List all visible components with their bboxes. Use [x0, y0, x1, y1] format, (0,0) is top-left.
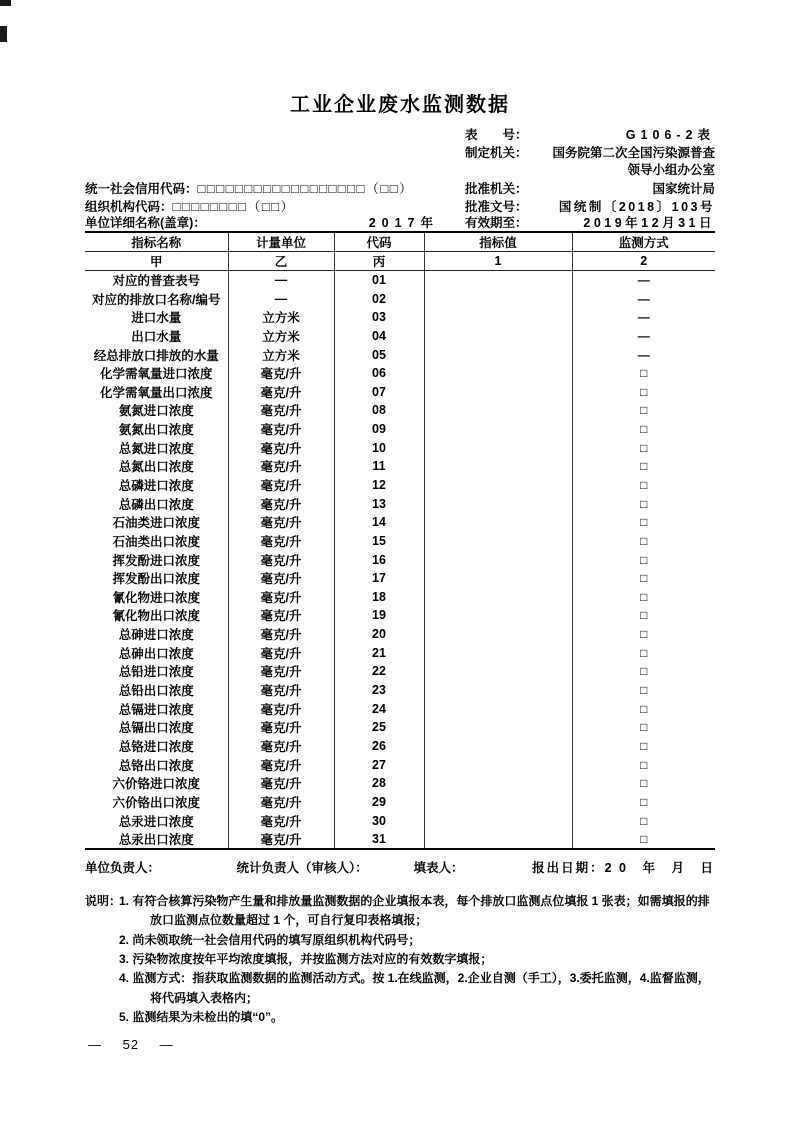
indicator-name: 总汞出口浓度: [118, 832, 194, 847]
monitoring-mode-checkbox: □: [572, 718, 715, 737]
indicator-name: 对应的普查表号: [112, 274, 200, 289]
indicator-value-cell: [424, 550, 572, 569]
table-row: [85, 327, 715, 346]
monitoring-mode-checkbox: □: [572, 513, 715, 532]
indicator-name: 石油类出口浓度: [112, 534, 200, 549]
indicator-name: 经总排放口排放的水量: [93, 348, 219, 363]
indicator-code: 09: [334, 420, 424, 439]
table-row: [85, 532, 715, 551]
indicator-code: 02: [334, 289, 424, 308]
note-line: 1. 有符合核算污染物产生量和排放量监测数据的企业填报本表，每个排放口监测点位填报 1 张表；如需填报的排: [119, 893, 710, 908]
table-row: [85, 718, 715, 737]
scan-artifact: [0, 26, 7, 42]
monitoring-mode-checkbox: □: [572, 457, 715, 476]
indicator-code: 30: [334, 811, 424, 830]
indicator-name: 总铬出口浓度: [118, 758, 194, 773]
doc-no-value: 国统制〔2018〕103号: [558, 199, 715, 214]
indicator-value-cell: [424, 438, 572, 457]
indicator-name: 总磷出口浓度: [118, 497, 194, 512]
form-filler-label: 填表人：: [413, 860, 464, 875]
indicator-value-cell: [424, 289, 572, 308]
indicator-unit: 毫克/升: [228, 401, 334, 420]
monitoring-mode-checkbox: □: [572, 364, 715, 383]
indicator-code: 21: [334, 643, 424, 662]
indicator-unit: 毫克/升: [228, 494, 334, 513]
approver-value: 国家统计局: [652, 182, 715, 197]
indicators-table: [85, 231, 715, 850]
subheader-yi: 乙: [228, 252, 334, 271]
maker-value-line2: 领导小组办公室: [627, 163, 715, 178]
indicator-name: 总铅出口浓度: [118, 684, 194, 699]
indicator-unit: 毫克/升: [228, 737, 334, 756]
indicator-code: 18: [334, 588, 424, 607]
indicator-unit: 毫克/升: [228, 588, 334, 607]
note-line: 3. 污染物浓度按年平均浓度填报，并按监测方法对应的有效数字填报；: [119, 952, 493, 967]
monitoring-mode-checkbox: □: [572, 401, 715, 420]
form-no-label: 表 号：: [465, 128, 528, 142]
indicator-value-cell: [424, 308, 572, 327]
monitoring-mode-checkbox: □: [572, 588, 715, 607]
indicator-unit: —: [228, 271, 334, 290]
indicator-value-cell: [424, 364, 572, 383]
credit-code-boxes: □□□□□□□□□□□□□□□□□□（□□）: [197, 181, 414, 197]
indicator-value-cell: [424, 699, 572, 718]
table-header-row: [85, 232, 715, 252]
indicator-unit: 立方米: [228, 308, 334, 327]
indicator-value-cell: [424, 457, 572, 476]
indicator-value-cell: [424, 271, 572, 290]
indicator-name: 总砷出口浓度: [118, 646, 194, 661]
meta-row-unit-name: [85, 213, 715, 231]
indicator-name: 总汞进口浓度: [118, 814, 194, 829]
indicator-value-cell: [424, 718, 572, 737]
indicator-name: 总氮出口浓度: [118, 460, 194, 475]
monitoring-mode-checkbox: □: [572, 662, 715, 681]
form-no-value: G106-2表: [625, 128, 715, 142]
indicator-unit: 毫克/升: [228, 569, 334, 588]
page-title: 工业企业废水监测数据: [290, 94, 510, 116]
notes-section: [85, 892, 715, 1028]
indicator-code: 25: [334, 718, 424, 737]
indicator-unit: 毫克/升: [228, 811, 334, 830]
table-row: [85, 737, 715, 756]
indicator-code: 13: [334, 494, 424, 513]
monitoring-mode-checkbox: □: [572, 569, 715, 588]
report-date-label: 报出日期：2 0 年 月 日: [532, 860, 716, 875]
indicator-unit: 毫克/升: [228, 420, 334, 439]
indicator-code: 14: [334, 513, 424, 532]
indicator-value-cell: [424, 830, 572, 849]
monitoring-mode-checkbox: —: [572, 271, 715, 290]
table-row: [85, 774, 715, 793]
maker-value-line1: 国务院第二次全国污染源普查: [552, 145, 715, 160]
indicator-code: 24: [334, 699, 424, 718]
notes-lines: [119, 892, 715, 1028]
indicator-name: 六价铬进口浓度: [112, 777, 200, 792]
monitoring-mode-checkbox: —: [572, 345, 715, 364]
table-row: [85, 755, 715, 774]
stats-head-label: 统计负责人（审核人）：: [236, 860, 368, 875]
table-row: [85, 793, 715, 812]
meta-row-maker: [85, 143, 715, 161]
indicator-name: 对应的排放口名称/编号: [92, 292, 221, 307]
monitoring-mode-checkbox: □: [572, 532, 715, 551]
indicator-value-cell: [424, 662, 572, 681]
indicator-value-cell: [424, 420, 572, 439]
indicator-code: 15: [334, 532, 424, 551]
indicator-unit: 立方米: [228, 327, 334, 346]
indicator-name: 总镉进口浓度: [118, 702, 194, 717]
subheader-2: 2: [572, 252, 715, 271]
table-row: [85, 643, 715, 662]
monitoring-mode-checkbox: □: [572, 774, 715, 793]
table-row: [85, 420, 715, 439]
monitoring-mode-checkbox: □: [572, 420, 715, 439]
unit-name-label: 单位详细名称(盖章)：: [85, 216, 206, 231]
valid-until-value: 2019年12月31日: [583, 216, 715, 231]
indicator-code: 04: [334, 327, 424, 346]
indicator-value-cell: [424, 755, 572, 774]
monitoring-mode-checkbox: □: [572, 438, 715, 457]
indicator-name: 挥发酚进口浓度: [112, 553, 200, 568]
indicator-unit: —: [228, 289, 334, 308]
indicator-code: 28: [334, 774, 424, 793]
monitoring-mode-checkbox: □: [572, 476, 715, 495]
indicator-code: 03: [334, 308, 424, 327]
indicator-value-cell: [424, 737, 572, 756]
indicator-name: 总镉出口浓度: [118, 721, 194, 736]
indicator-code: 31: [334, 830, 424, 849]
monitoring-mode-checkbox: □: [572, 699, 715, 718]
scan-artifact: [0, 0, 11, 6]
indicator-unit: 毫克/升: [228, 793, 334, 812]
indicator-name: 氨氮出口浓度: [118, 423, 194, 438]
indicator-name: 挥发酚出口浓度: [112, 572, 200, 587]
indicator-code: 06: [334, 364, 424, 383]
col-header-indicator-name: 指标名称: [85, 232, 228, 252]
indicator-unit: 毫克/升: [228, 476, 334, 495]
indicator-value-cell: [424, 774, 572, 793]
indicator-code: 20: [334, 625, 424, 644]
indicator-value-cell: [424, 382, 572, 401]
table-row: [85, 662, 715, 681]
monitoring-mode-checkbox: □: [572, 606, 715, 625]
indicator-name: 出口水量: [131, 329, 182, 344]
col-header-unit: 计量单位: [228, 232, 334, 252]
indicator-value-cell: [424, 476, 572, 495]
monitoring-mode-checkbox: □: [572, 793, 715, 812]
table-row: [85, 401, 715, 420]
meta-row-form-no: [85, 125, 715, 143]
indicator-code: 10: [334, 438, 424, 457]
table-row: [85, 494, 715, 513]
note-line: 2. 尚未领取统一社会信用代码的填写原组织机构代码号；: [119, 932, 421, 947]
indicator-value-cell: [424, 811, 572, 830]
monitoring-mode-checkbox: □: [572, 830, 715, 849]
notes-label: 说明：: [85, 893, 122, 908]
approver-label: 批准机关：: [465, 182, 528, 197]
note-line: 将代码填入表格内；: [150, 990, 259, 1005]
indicator-unit: 毫克/升: [228, 774, 334, 793]
indicator-code: 05: [334, 345, 424, 364]
indicator-value-cell: [424, 494, 572, 513]
indicator-value-cell: [424, 513, 572, 532]
unit-head-label: 单位负责人：: [85, 860, 161, 875]
indicator-value-cell: [424, 345, 572, 364]
table-row: [85, 550, 715, 569]
indicator-value-cell: [424, 625, 572, 644]
indicator-name: 化学需氧量进口浓度: [99, 367, 213, 382]
indicator-name: 氨氮进口浓度: [118, 404, 194, 419]
monitoring-mode-checkbox: □: [572, 737, 715, 756]
monitoring-mode-checkbox: —: [572, 308, 715, 327]
indicator-name: 总砷进口浓度: [118, 628, 194, 643]
monitoring-mode-checkbox: □: [572, 643, 715, 662]
table-row: [85, 569, 715, 588]
table-row: [85, 830, 715, 849]
monitoring-mode-checkbox: □: [572, 755, 715, 774]
table-row: [85, 606, 715, 625]
indicator-name: 总铅进口浓度: [118, 665, 194, 680]
note-line: 4. 监测方式：指获取监测数据的监测活动方式。按 1.在线监测，2.企业自测（手工），3.委托监测，4.监督监测，: [119, 971, 710, 986]
indicator-unit: 毫克/升: [228, 457, 334, 476]
table-row: [85, 513, 715, 532]
indicator-value-cell: [424, 793, 572, 812]
form-meta: [85, 125, 715, 231]
indicator-value-cell: [424, 532, 572, 551]
indicator-code: 01: [334, 271, 424, 290]
col-header-mode: 监测方式: [572, 232, 715, 252]
indicator-unit: 毫克/升: [228, 643, 334, 662]
indicator-name: 氰化物进口浓度: [112, 590, 200, 605]
indicator-unit: 毫克/升: [228, 382, 334, 401]
org-code-boxes: □□□□□□□□（□□）: [172, 198, 296, 214]
indicator-value-cell: [424, 327, 572, 346]
indicator-code: 16: [334, 550, 424, 569]
indicator-unit: 毫克/升: [228, 550, 334, 569]
table-row: [85, 811, 715, 830]
monitoring-mode-checkbox: □: [572, 494, 715, 513]
monitoring-mode-checkbox: —: [572, 327, 715, 346]
credit-code-label: 统一社会信用代码：: [85, 182, 198, 197]
subheader-bing: 丙: [334, 252, 424, 271]
indicator-name: 六价铬出口浓度: [112, 795, 200, 810]
indicator-unit: 毫克/升: [228, 606, 334, 625]
monitoring-mode-checkbox: □: [572, 681, 715, 700]
table-row: [85, 364, 715, 383]
indicator-code: 29: [334, 793, 424, 812]
meta-row-credit-code: [85, 178, 715, 196]
indicator-unit: 毫克/升: [228, 662, 334, 681]
monitoring-mode-checkbox: □: [572, 550, 715, 569]
indicator-code: 11: [334, 457, 424, 476]
note-line: 5. 监测结果为未检出的填“0”。: [119, 1010, 284, 1025]
indicator-unit: 毫克/升: [228, 699, 334, 718]
monitoring-mode-checkbox: —: [572, 289, 715, 308]
page-number: — 52 —: [88, 1037, 174, 1052]
indicator-unit: 毫克/升: [228, 681, 334, 700]
indicator-name: 进口水量: [131, 311, 182, 326]
signature-row: [85, 850, 715, 878]
meta-row-maker-2: [85, 160, 715, 178]
indicator-unit: 毫克/升: [228, 830, 334, 849]
indicator-value-cell: [424, 681, 572, 700]
indicator-unit: 毫克/升: [228, 755, 334, 774]
indicator-value-cell: [424, 606, 572, 625]
col-header-code: 代码: [334, 232, 424, 252]
indicator-unit: 毫克/升: [228, 718, 334, 737]
indicator-name: 氰化物出口浓度: [112, 609, 200, 624]
meta-row-org-code: [85, 196, 715, 214]
table-row: [85, 289, 715, 308]
table-row: [85, 699, 715, 718]
indicator-code: 17: [334, 569, 424, 588]
indicator-value-cell: [424, 401, 572, 420]
indicator-code: 08: [334, 401, 424, 420]
table-row: [85, 271, 715, 290]
indicator-value-cell: [424, 588, 572, 607]
valid-until-label: 有效期至：: [465, 216, 528, 231]
table-row: [85, 345, 715, 364]
indicator-name: 总铬进口浓度: [118, 739, 194, 754]
indicator-name: 总磷进口浓度: [118, 478, 194, 493]
table-row: [85, 588, 715, 607]
indicator-code: 12: [334, 476, 424, 495]
col-header-value: 指标值: [424, 232, 572, 252]
table-row: [85, 438, 715, 457]
indicator-unit: 毫克/升: [228, 532, 334, 551]
note-line: 放口监测点位数量超过 1 个，可自行复印表格填报；: [150, 913, 428, 928]
table-row: [85, 382, 715, 401]
indicator-code: 19: [334, 606, 424, 625]
indicator-unit: 毫克/升: [228, 438, 334, 457]
monitoring-mode-checkbox: □: [572, 625, 715, 644]
table-row: [85, 625, 715, 644]
indicator-unit: 毫克/升: [228, 364, 334, 383]
table-row: [85, 457, 715, 476]
org-code-label: 组织机构代码：: [85, 199, 173, 214]
indicator-unit: 毫克/升: [228, 513, 334, 532]
indicator-value-cell: [424, 643, 572, 662]
monitoring-mode-checkbox: □: [572, 382, 715, 401]
indicator-unit: 立方米: [228, 345, 334, 364]
maker-label: 制定机关：: [465, 145, 528, 160]
indicator-code: 26: [334, 737, 424, 756]
table-row: [85, 681, 715, 700]
indicator-unit: 毫克/升: [228, 625, 334, 644]
table-row: [85, 308, 715, 327]
indicator-code: 07: [334, 382, 424, 401]
report-year: 2017年: [368, 216, 439, 231]
subheader-jia: 甲: [85, 252, 228, 271]
subheader-1: 1: [424, 252, 572, 271]
monitoring-mode-checkbox: □: [572, 811, 715, 830]
indicator-name: 总氮进口浓度: [118, 441, 194, 456]
table-row: [85, 476, 715, 495]
indicator-name: 石油类进口浓度: [112, 516, 200, 531]
indicator-code: 27: [334, 755, 424, 774]
table-subheader-row: [85, 252, 715, 271]
indicator-value-cell: [424, 569, 572, 588]
indicator-name: 化学需氧量出口浓度: [99, 385, 213, 400]
indicator-code: 22: [334, 662, 424, 681]
indicator-code: 23: [334, 681, 424, 700]
doc-no-label: 批准文号：: [465, 199, 528, 214]
